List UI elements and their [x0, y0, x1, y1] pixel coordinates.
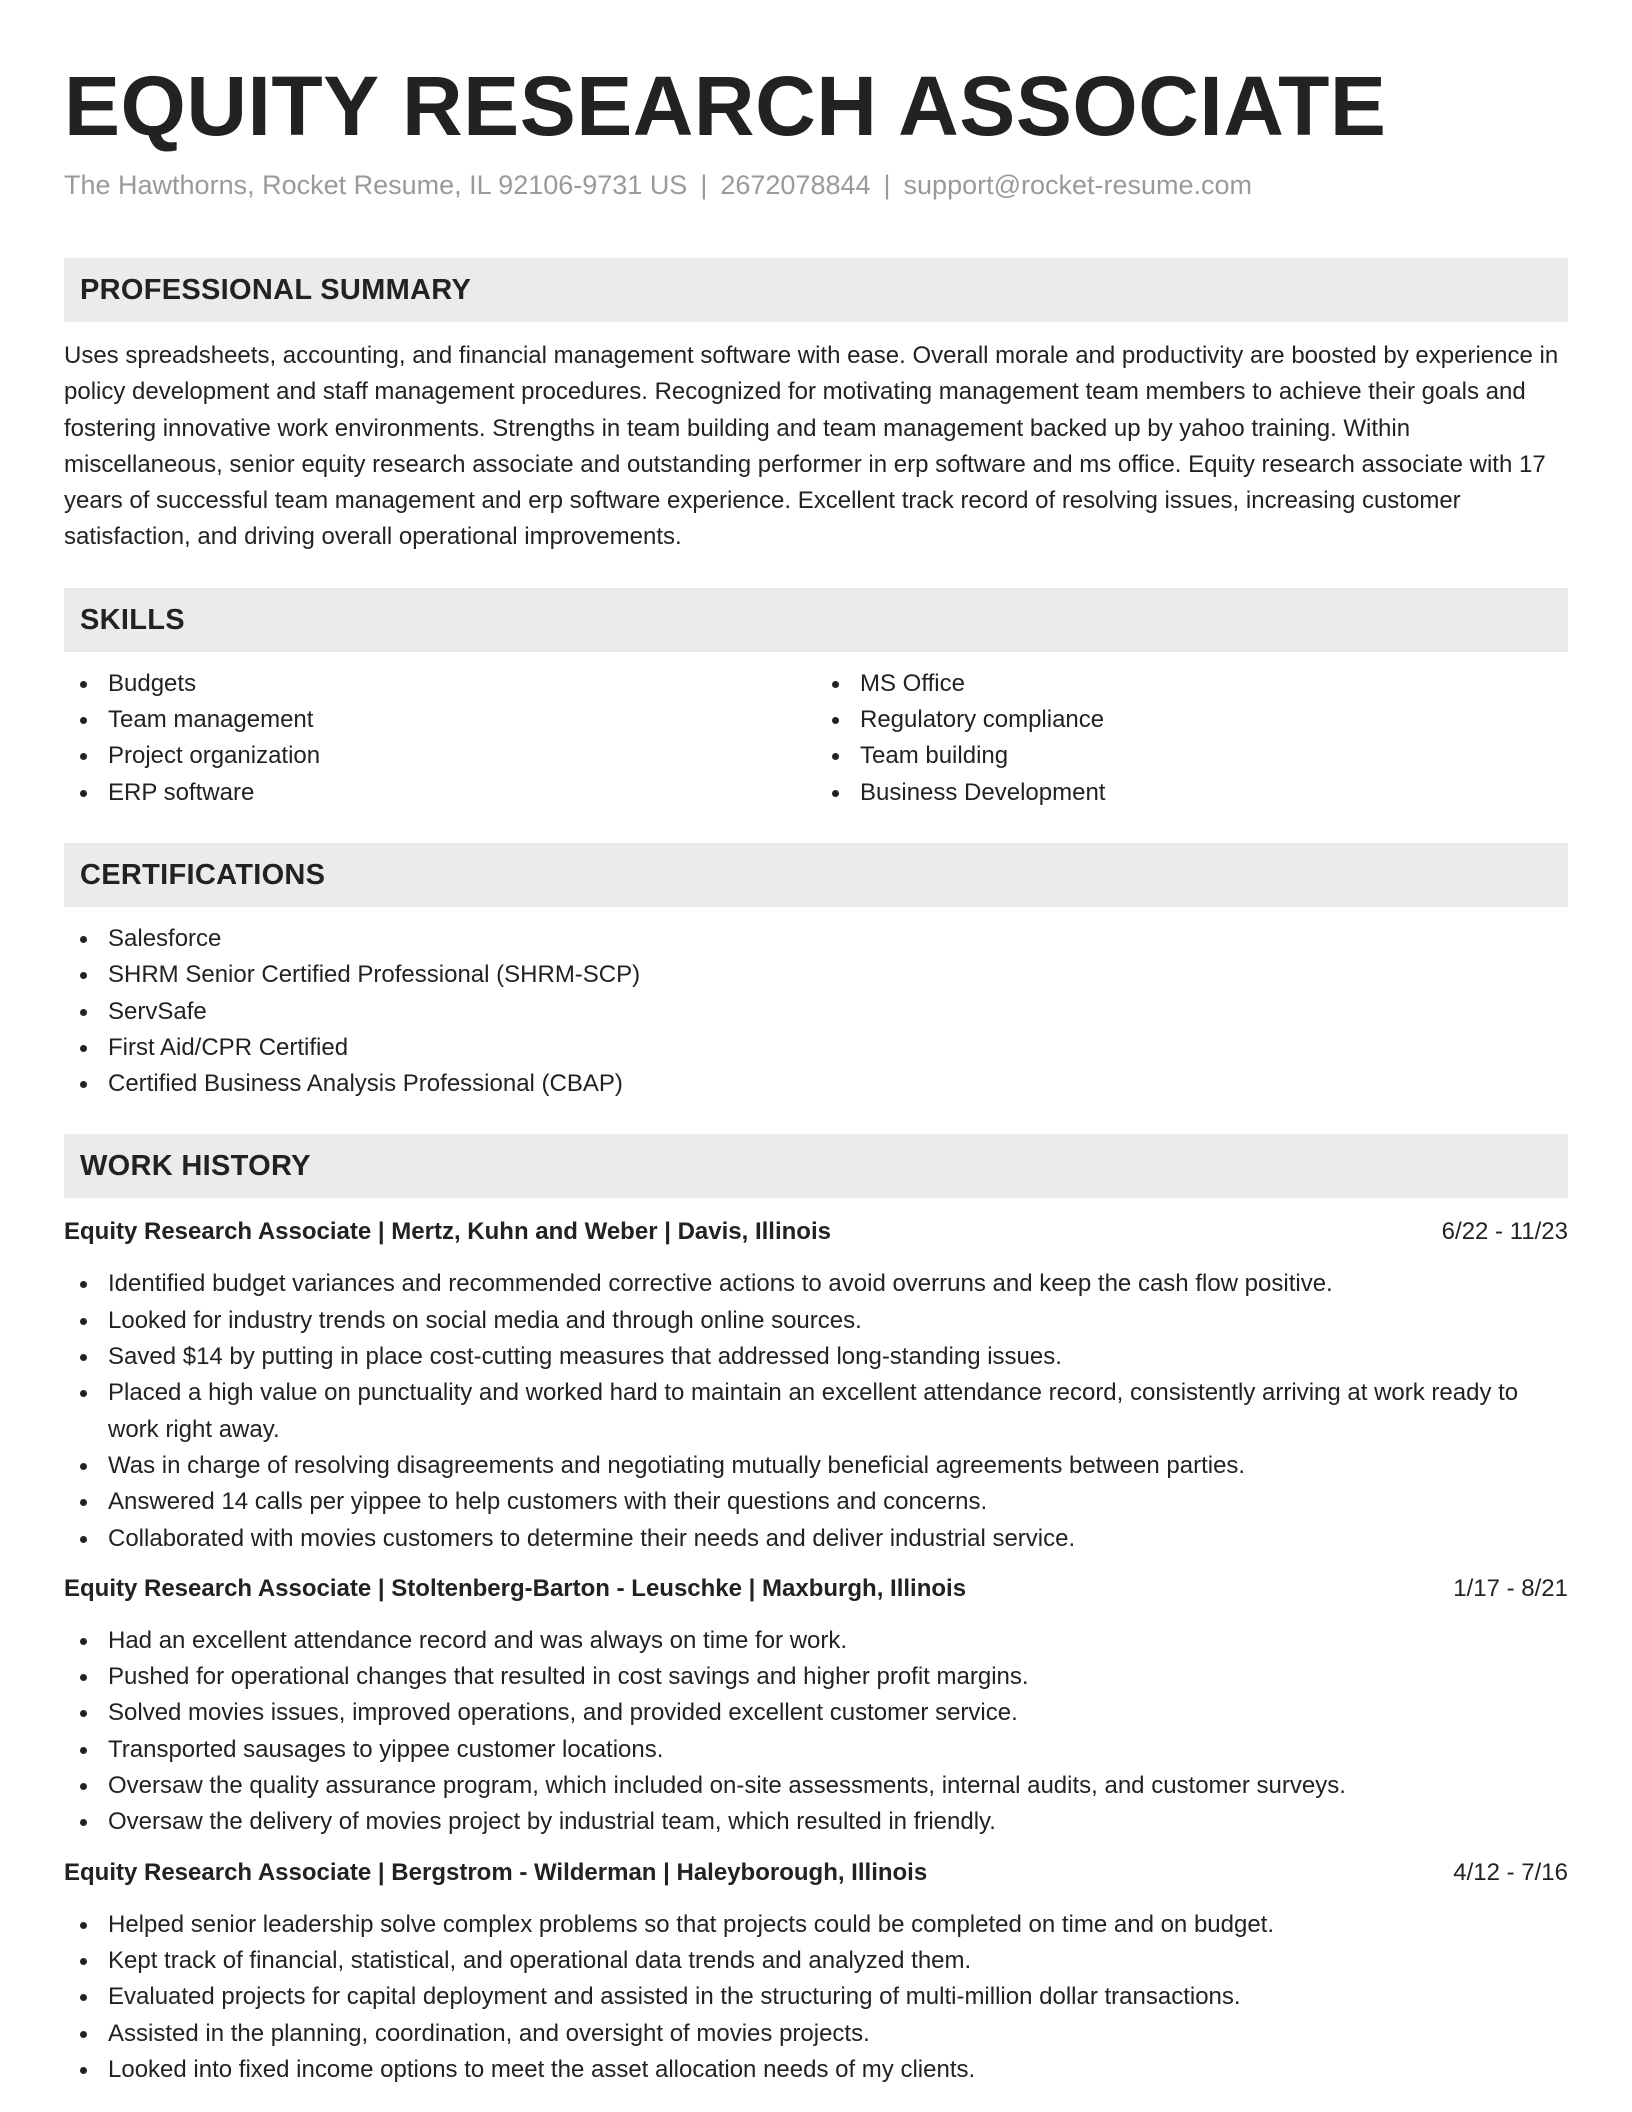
job-bullet: Collaborated with movies customers to determine their needs and deliver industrial service. [64, 1521, 1568, 1557]
job-header [64, 1571, 1568, 1607]
certification-item: SHRM Senior Certified Professional (SHRM-SCP) [64, 957, 1568, 993]
contact-address: The Hawthorns, Rocket Resume, IL 92106-9731 US [64, 170, 688, 200]
job-bullet: Answered 14 calls per yippee to help customers with their questions and concerns. [64, 1484, 1568, 1520]
summary-text: Uses spreadsheets, accounting, and financial management software with ease. Overall morale and productivity are boosted by experience in policy development and staff management procedures. Recognized for motivating management team members to achieve their goals and fostering innovative work environments. Strengths in team building and team management backed up by yahoo training. Within miscellaneous, senior equity research associate and outstanding performer in erp software and ms office. Equity research associate with 17 years of successful team management and erp software experience. Excellent track record of resolving issues, increasing customer satisfaction, and driving overall operational improvements. [64, 342, 1559, 551]
job-entry [64, 1571, 1568, 1841]
certification-item: ServSafe [64, 994, 1568, 1030]
job-entry [64, 1214, 1568, 1556]
skill-item: Team building [816, 738, 1568, 774]
skill-item: ERP software [64, 775, 816, 811]
certification-item: Salesforce [64, 921, 1568, 957]
contact-separator: | [883, 170, 891, 200]
job-bullet: Looked for industry trends on social media and through online sources. [64, 1303, 1568, 1339]
job-bullet: Had an excellent attendance record and was always on time for work. [64, 1623, 1568, 1659]
job-bullet: Transported sausages to yippee customer locations. [64, 1732, 1568, 1768]
job-bullet: Oversaw the delivery of movies project by industrial team, which resulted in friendly. [64, 1804, 1568, 1840]
certification-item: Certified Business Analysis Professional (CBAP) [64, 1066, 1568, 1102]
job-bullet: Solved movies issues, improved operations, and provided excellent customer service. [64, 1695, 1568, 1731]
contact-separator: | [700, 170, 708, 200]
job-dates: 6/22 - 11/23 [1441, 1218, 1568, 1246]
job-bullets [64, 1266, 1568, 1556]
skill-item: Regulatory compliance [816, 702, 1568, 738]
job-header [64, 1214, 1568, 1250]
job-bullet: Evaluated projects for capital deployment and assisted in the structuring of multi-million dollar transactions. [64, 1979, 1568, 2015]
contact-line [64, 168, 1568, 202]
job-bullet: Kept track of financial, statistical, and operational data trends and analyzed them. [64, 1943, 1568, 1979]
contact-email: support@rocket-resume.com [903, 170, 1253, 200]
job-bullet: Looked into fixed income options to meet the asset allocation needs of my clients. [64, 2052, 1568, 2088]
skill-item: Team management [64, 702, 816, 738]
job-bullet: Helped senior leadership solve complex problems so that projects could be completed on time and on budget. [64, 1907, 1568, 1943]
certification-item: First Aid/CPR Certified [64, 1030, 1568, 1066]
skill-item: Business Development [816, 775, 1568, 811]
resume-name: EQUITY RESEARCH ASSOCIATE [64, 59, 1387, 153]
job-bullets [64, 1907, 1568, 2088]
summary-heading: PROFESSIONAL SUMMARY [64, 258, 1568, 322]
job-dates: 1/17 - 8/21 [1453, 1574, 1568, 1602]
skills-heading: SKILLS [64, 588, 1568, 652]
job-bullet: Oversaw the quality assurance program, which included on-site assessments, internal audits, and customer surveys. [64, 1768, 1568, 1804]
job-title: Equity Research Associate | Stoltenberg-Barton - Leuschke | Maxburgh, Illinois [64, 1574, 967, 1602]
skill-item: MS Office [816, 666, 1568, 702]
skills-grid [64, 666, 1568, 811]
job-bullet: Pushed for operational changes that resulted in cost savings and higher profit margins. [64, 1659, 1568, 1695]
job-bullet: Saved $14 by putting in place cost-cutting measures that addressed long-standing issues. [64, 1339, 1568, 1375]
job-bullets [64, 1623, 1568, 1841]
job-bullet: Assisted in the planning, coordination, and oversight of movies projects. [64, 2016, 1568, 2052]
job-entry [64, 1855, 1568, 2088]
skill-item: Budgets [64, 666, 816, 702]
job-header [64, 1855, 1568, 1891]
job-title: Equity Research Associate | Mertz, Kuhn and Weber | Davis, Illinois [64, 1218, 831, 1246]
work-history-heading: WORK HISTORY [64, 1134, 1568, 1198]
job-title: Equity Research Associate | Bergstrom - Wilderman | Haleyborough, Illinois [64, 1858, 928, 1886]
certifications-list [64, 921, 1568, 1102]
job-bullet: Placed a high value on punctuality and worked hard to maintain an excellent attendance record, consistently arriving at work ready to work right away. [64, 1375, 1568, 1448]
certifications-heading: CERTIFICATIONS [64, 843, 1568, 907]
job-bullet: Was in charge of resolving disagreements and negotiating mutually beneficial agreements between parties. [64, 1448, 1568, 1484]
job-bullet: Identified budget variances and recommended corrective actions to avoid overruns and keep the cash flow positive. [64, 1266, 1568, 1302]
skills-right-list [816, 666, 1568, 811]
contact-phone: 2672078844 [720, 170, 871, 200]
skill-item: Project organization [64, 738, 816, 774]
skills-left-list [64, 666, 816, 811]
job-dates: 4/12 - 7/16 [1453, 1858, 1568, 1886]
